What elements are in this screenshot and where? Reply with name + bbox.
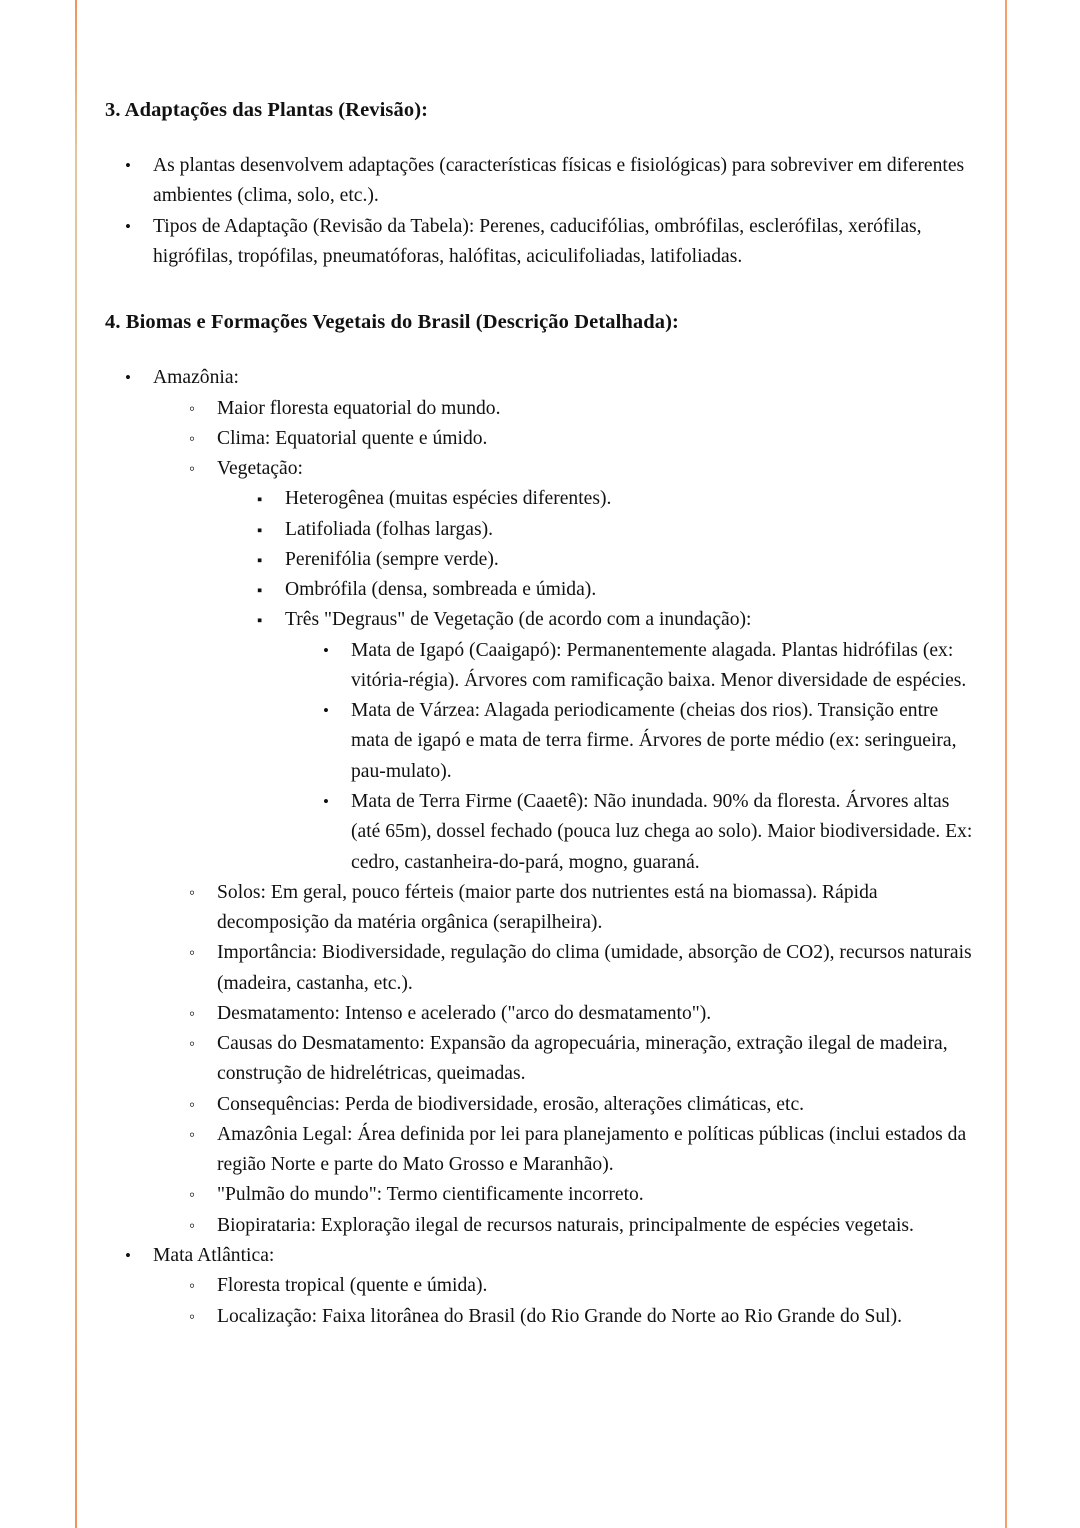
- list-item-text: Consequências: Perda de biodiversidade, erosão, alterações climáticas, etc.: [217, 1093, 805, 1115]
- list-item-text: Ombrófila (densa, sombreada e úmida).: [285, 579, 597, 601]
- list-item-text: Vegetação:: [217, 458, 303, 480]
- list-item: [323, 787, 973, 878]
- circle-bullet-icon: [189, 1090, 209, 1120]
- right-margin-rule: [1005, 0, 1007, 1528]
- disc-bullet-icon: [125, 212, 145, 242]
- document-content: [105, 96, 973, 1332]
- list-item-text: Amazônia Legal: Área definida por lei para planejamento e políticas públicas (inclui estados da região Norte e parte do Mato Grosso e Maranhão).: [217, 1123, 967, 1176]
- disc-bullet-icon: [323, 787, 343, 817]
- list-item-text: Mata de Várzea: Alagada periodicamente (cheias dos rios). Transição entre mata de igapó e mata de terra firme. Árvores de porte médio (ex: seringueira, pau-mulato).: [351, 700, 957, 782]
- circle-bullet-icon: [189, 394, 209, 424]
- list-item-text: Localização: Faixa litorânea do Brasil (do Rio Grande do Norte ao Rio Grande do Sul).: [217, 1305, 903, 1327]
- list-item: [257, 605, 973, 877]
- circle-bullet-icon: [189, 1271, 209, 1301]
- biome-name: Mata Atlântica:: [153, 1244, 275, 1266]
- list-item: [189, 394, 973, 424]
- list-item: [257, 575, 973, 605]
- list-item-text: Biopirataria: Exploração ilegal de recursos naturais, principalmente de espécies vegetais.: [217, 1214, 914, 1236]
- list-item: [189, 1029, 973, 1090]
- circle-bullet-icon: [189, 1211, 209, 1241]
- left-margin-rule: [75, 0, 77, 1528]
- list-item-text: Floresta tropical (quente e úmida).: [217, 1275, 488, 1297]
- biome-name: Amazônia:: [153, 367, 239, 389]
- list-item: [189, 1211, 973, 1241]
- list-item: [323, 696, 973, 787]
- list-item-text: As plantas desenvolvem adaptações (características físicas e fisiológicas) para sobreviver em diferentes ambientes (clima, solo, etc.).: [153, 155, 965, 207]
- circle-bullet-icon: [189, 999, 209, 1029]
- circle-bullet-icon: [189, 1029, 209, 1059]
- list-item: [125, 1241, 973, 1332]
- list-item: [189, 424, 973, 454]
- degraus-list: [323, 636, 973, 878]
- list-item: [189, 1180, 973, 1210]
- vegetacao-list: [257, 484, 973, 877]
- disc-bullet-icon: [323, 636, 343, 666]
- circle-bullet-icon: [189, 1302, 209, 1332]
- circle-bullet-icon: [189, 938, 209, 968]
- list-item: [257, 515, 973, 545]
- disc-bullet-icon: [125, 1241, 145, 1271]
- list-item-text: Latifoliada (folhas largas).: [285, 518, 494, 540]
- square-bullet-icon: [257, 545, 277, 575]
- circle-bullet-icon: [189, 878, 209, 908]
- list-item: [189, 454, 973, 878]
- list-item-text: Desmatamento: Intenso e acelerado ("arco do desmatamento").: [217, 1002, 712, 1024]
- list-item-text: Mata de Terra Firme (Caaetê): Não inundada. 90% da floresta. Árvores altas (até 65m), dossel fechado (pouca luz chega ao solo). Maior biodiversidade. Ex: cedro, castanheira-do-pará, mogno, guaraná.: [351, 791, 973, 873]
- list-item-text: Causas do Desmatamento: Expansão da agropecuária, mineração, extração ilegal de madeira, construção de hidrelétricas, queimadas.: [217, 1033, 948, 1085]
- list-item: [189, 999, 973, 1029]
- list-item-text: Heterogênea (muitas espécies diferentes).: [285, 488, 612, 510]
- circle-bullet-icon: [189, 454, 209, 484]
- circle-bullet-icon: [189, 424, 209, 454]
- list-item: [125, 363, 973, 1241]
- section-heading-4: 4. Biomas e Formações Vegetais do Brasil (Descrição Detalhada):: [105, 311, 679, 334]
- square-bullet-icon: [257, 515, 277, 545]
- list-item-text: Maior floresta equatorial do mundo.: [217, 397, 501, 419]
- amazonia-detail-list: [189, 394, 973, 1241]
- list-item-text: Perenifólia (sempre verde).: [285, 548, 499, 570]
- list-item: [257, 545, 973, 575]
- list-item: [189, 938, 973, 999]
- list-item: [189, 1302, 973, 1332]
- list-item-text: Clima: Equatorial quente e úmido.: [217, 427, 488, 449]
- biomes-list: [125, 363, 973, 1332]
- square-bullet-icon: [257, 484, 277, 514]
- list-item-text: Três "Degraus" de Vegetação (de acordo com a inundação):: [285, 609, 752, 631]
- list-item: [323, 636, 973, 697]
- list-item-text: Solos: Em geral, pouco férteis (maior parte dos nutrientes está na biomassa). Rápida decomposição da matéria orgânica (serapilheira).: [217, 881, 878, 934]
- list-item-text: Importância: Biodiversidade, regulação do clima (umidade, absorção de CO2), recursos naturais (madeira, castanha, etc.).: [217, 942, 972, 994]
- disc-bullet-icon: [323, 696, 343, 726]
- list-item: [125, 212, 973, 273]
- section-3-bullet-list: [125, 151, 973, 272]
- circle-bullet-icon: [189, 1180, 209, 1210]
- list-item: [125, 151, 973, 212]
- list-item: [257, 484, 973, 514]
- mata-atlantica-detail-list: [189, 1271, 973, 1332]
- disc-bullet-icon: [125, 363, 145, 393]
- list-item-text: Mata de Igapó (Caaigapó): Permanentemente alagada. Plantas hidrófilas (ex: vitória-régia). Árvores com ramificação baixa. Menor diversidade de espécies.: [351, 639, 967, 691]
- list-item-text: Tipos de Adaptação (Revisão da Tabela): Perenes, caducifólias, ombrófilas, esclerófilas, xerófilas, higrófilas, tropófilas, pneumatóforas, halófitas, aciculifoliadas, latifoliadas.: [153, 215, 922, 267]
- list-item: [189, 1120, 973, 1181]
- list-item-text: "Pulmão do mundo": Termo cientificamente incorreto.: [217, 1184, 644, 1206]
- list-item: [189, 1090, 973, 1120]
- square-bullet-icon: [257, 575, 277, 605]
- list-item: [189, 1271, 973, 1301]
- circle-bullet-icon: [189, 1120, 209, 1150]
- list-item: [189, 878, 973, 939]
- section-heading-3: 3. Adaptações das Plantas (Revisão):: [105, 99, 429, 121]
- disc-bullet-icon: [125, 151, 145, 181]
- square-bullet-icon: [257, 605, 277, 635]
